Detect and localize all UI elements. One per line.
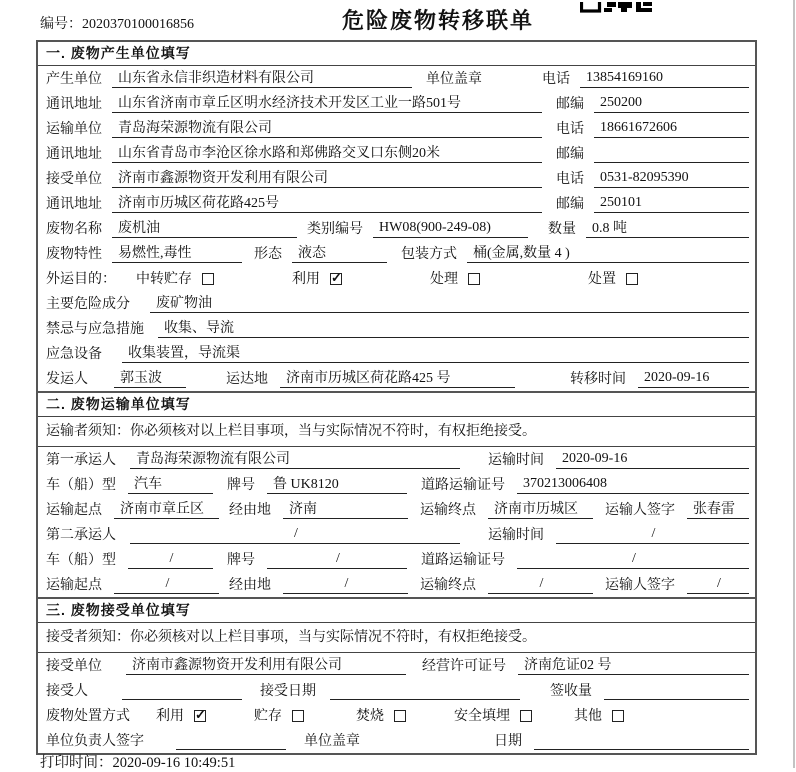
- row-producer-unit: [38, 66, 755, 91]
- origin-1-label: 运输起点: [46, 503, 102, 518]
- road-permit-1-value: 370213006408: [517, 476, 749, 494]
- row-producer-address: [38, 91, 755, 116]
- vehicle-type-1-label: 车（船）型: [46, 478, 116, 493]
- waste-property-label: 废物特性: [46, 247, 102, 262]
- row-route-2: [38, 572, 755, 597]
- plate-no-1-label: 牌号: [227, 478, 255, 493]
- disposal-burn-label: 焚烧: [356, 709, 384, 724]
- destination-value: 济南市历城区荷花路425 号: [280, 367, 515, 388]
- emergency-equipment-label: 应急设备: [46, 347, 102, 362]
- quantity-label: 数量: [548, 222, 576, 237]
- purpose-treat-checkbox: [468, 273, 480, 285]
- producer-unit-label: 产生单位: [46, 72, 102, 87]
- transporter-notice: 运输者须知：你必须核对以上栏目事项，当与实际情况不符时，有权拒绝接受。: [38, 417, 755, 447]
- taboo-measures-value: 收集、导流: [158, 317, 749, 338]
- row-vehicle-1: [38, 472, 755, 497]
- row-main-hazard: [38, 291, 755, 316]
- receiver-seal-label: 单位盖章: [304, 734, 360, 749]
- section-transport: [38, 391, 755, 597]
- row-waste-name: [38, 216, 755, 241]
- manifest-table: [36, 40, 757, 755]
- road-permit-2-value: /: [517, 551, 749, 569]
- row-second-carrier: [38, 522, 755, 547]
- category-code-value: HW08(900-249-08): [373, 220, 528, 238]
- row-consignor: [38, 366, 755, 391]
- doc-number-label: 编号：: [40, 17, 82, 32]
- disposal-use-checkbox: [194, 710, 206, 722]
- producer-phone-label: 电话: [542, 72, 570, 87]
- unit-seal-label: 单位盖章: [426, 72, 482, 87]
- row-receiver-address: [38, 191, 755, 216]
- receiver-person-label: 接受人: [46, 684, 88, 699]
- disposal-other-label: 其他: [574, 709, 602, 724]
- section-transport-header: 二. 废物运输单位填写: [38, 393, 755, 417]
- purpose-dispose-label: 处置: [588, 272, 616, 287]
- origin-2-value: /: [114, 576, 219, 594]
- section-receiver-header: 三. 废物接受单位填写: [38, 599, 755, 623]
- row-emergency-equipment: [38, 341, 755, 366]
- transfer-date-label: 转移时间: [570, 372, 626, 387]
- waste-property-value: 易燃性,毒性: [112, 242, 242, 263]
- receiver-zip-value: 250101: [594, 195, 749, 213]
- disposal-burn-checkbox: [394, 710, 406, 722]
- carrier-sign-1-value: 张春雷: [687, 498, 749, 519]
- vehicle-type-2-label: 车（船）型: [46, 553, 116, 568]
- receiver-unit-value: 济南市鑫源物资开发利用有限公司: [112, 167, 542, 188]
- license-no-value: 济南危证02 号: [518, 654, 749, 675]
- vehicle-type-2-value: /: [128, 551, 213, 569]
- receiver-zip-label: 邮编: [556, 197, 584, 212]
- row-vehicle-2: [38, 547, 755, 572]
- section-producer: [38, 42, 755, 391]
- road-permit-1-label: 道路运输证号: [421, 478, 505, 493]
- row-receiver-person: [38, 678, 755, 703]
- plate-no-2-value: /: [267, 551, 407, 569]
- print-time-label: 打印时间：: [40, 755, 113, 771]
- receiver-person-value: [122, 682, 242, 700]
- row-receiver-unit: [38, 166, 755, 191]
- transport-address-label: 通讯地址: [46, 147, 102, 162]
- transport-phone-value: 18661672606: [594, 120, 749, 138]
- sign-date-value: [534, 732, 749, 750]
- manager-sign-label: 单位负责人签字: [46, 734, 144, 749]
- section-producer-header: 一. 废物产生单位填写: [38, 42, 755, 66]
- row-disposal-method: [38, 703, 755, 728]
- manager-sign-value: [176, 732, 286, 750]
- terminal-1-label: 运输终点: [420, 503, 476, 518]
- purpose-treat-label: 处理: [430, 272, 458, 287]
- disposal-landfill-label: 安全填埋: [454, 709, 510, 724]
- terminal-2-value: /: [488, 576, 593, 594]
- purpose-use-checkbox: [330, 273, 342, 285]
- category-code-label: 类别编号: [307, 222, 363, 237]
- producer-unit-value: 山东省永信非织造材料有限公司: [112, 67, 412, 88]
- disposal-use-label: 利用: [156, 709, 184, 724]
- qr-code-partial-icon: [580, 0, 652, 18]
- second-carrier-value: /: [130, 526, 460, 544]
- transport-unit-value: 青岛海荣源物流有限公司: [112, 117, 542, 138]
- transfer-purpose-label: 外运目的：: [46, 272, 116, 287]
- doc-number: [40, 13, 194, 33]
- main-hazard-value: 废矿物油: [150, 292, 749, 313]
- destination-label: 运达地: [226, 372, 268, 387]
- plate-no-2-label: 牌号: [227, 553, 255, 568]
- packing-method-value: 桶(金属,数量 4 ): [467, 242, 749, 263]
- transport-unit-label: 运输单位: [46, 122, 102, 137]
- vehicle-type-1-value: 汽车: [128, 473, 213, 494]
- transport-zip-value: [594, 145, 749, 163]
- section-receiver: [38, 597, 755, 753]
- print-time: [40, 751, 235, 772]
- first-carrier-value: 青岛海荣源物流有限公司: [130, 448, 460, 469]
- producer-zip-label: 邮编: [556, 97, 584, 112]
- received-qty-label: 签收量: [550, 684, 592, 699]
- disposal-store-checkbox: [292, 710, 304, 722]
- consignor-value: 郭玉波: [114, 367, 186, 388]
- purpose-transit-checkbox: [202, 273, 214, 285]
- receiver-address-label: 通讯地址: [46, 197, 102, 212]
- row-transfer-purpose: [38, 266, 755, 291]
- transfer-date-value: 2020-09-16: [638, 370, 749, 388]
- quantity-value: 0.8 吨: [586, 217, 749, 238]
- receiver-phone-label: 电话: [556, 172, 584, 187]
- carrier-sign-2-value: /: [687, 576, 749, 594]
- transport-phone-label: 电话: [556, 122, 584, 137]
- row-route-1: [38, 497, 755, 522]
- receive-date-label: 接受日期: [260, 684, 316, 699]
- received-qty-value: [604, 682, 749, 700]
- page-edge-divider: [793, 0, 795, 768]
- receive-unit-value: 济南市鑫源物资开发利用有限公司: [126, 654, 406, 675]
- waste-name-label: 废物名称: [46, 222, 102, 237]
- receiver-notice: 接受者须知：你必须核对以上栏目事项，当与实际情况不符时，有权拒绝接受。: [38, 623, 755, 653]
- row-receive-unit: [38, 653, 755, 678]
- row-first-carrier: [38, 447, 755, 472]
- second-carrier-label: 第二承运人: [46, 528, 116, 543]
- producer-phone-value: 13854169160: [580, 70, 749, 88]
- origin-1-value: 济南市章丘区: [114, 498, 219, 519]
- carrier-sign-2-label: 运输人签字: [605, 578, 675, 593]
- taboo-measures-label: 禁忌与应急措施: [46, 322, 144, 337]
- emergency-equipment-value: 收集装置，导流渠: [122, 342, 749, 363]
- producer-zip-value: 250200: [594, 95, 749, 113]
- disposal-store-label: 贮存: [254, 709, 282, 724]
- disposal-method-label: 废物处置方式: [46, 709, 130, 724]
- receiver-phone-value: 0531-82095390: [594, 170, 749, 188]
- transport-date-1-value: 2020-09-16: [556, 451, 749, 469]
- row-taboo-measures: [38, 316, 755, 341]
- first-carrier-label: 第一承运人: [46, 453, 116, 468]
- doc-number-value: 2020370100016856: [82, 17, 194, 32]
- transport-date-2-label: 运输时间: [488, 528, 544, 543]
- sign-date-label: 日期: [494, 734, 522, 749]
- transport-date-2-value: /: [556, 526, 749, 544]
- purpose-use-label: 利用: [292, 272, 320, 287]
- form-state-value: 液态: [292, 242, 387, 263]
- page-title: 危险废物转移联单: [341, 8, 535, 33]
- transport-zip-label: 邮编: [556, 147, 584, 162]
- print-time-value: 2020-09-16 10:49:51: [112, 755, 236, 771]
- receive-date-value: [330, 682, 520, 700]
- purpose-transit-label: 中转贮存: [136, 272, 192, 287]
- transport-address-value: 山东省青岛市李沧区徐水路和郑佛路交叉口东侧20米: [112, 142, 542, 163]
- receive-unit-label: 接受单位: [46, 659, 102, 674]
- terminal-1-value: 济南市历城区: [488, 498, 593, 519]
- plate-no-1-value: 鲁 UK8120: [267, 473, 407, 494]
- consignor-label: 发运人: [46, 372, 88, 387]
- waste-name-value: 废机油: [112, 217, 297, 238]
- license-no-label: 经营许可证号: [422, 659, 506, 674]
- transport-date-1-label: 运输时间: [488, 453, 544, 468]
- carrier-sign-1-label: 运输人签字: [605, 503, 675, 518]
- via-1-label: 经由地: [229, 503, 271, 518]
- row-transport-unit: [38, 116, 755, 141]
- main-hazard-label: 主要危险成分: [46, 297, 130, 312]
- origin-2-label: 运输起点: [46, 578, 102, 593]
- via-2-label: 经由地: [229, 578, 271, 593]
- row-manager-sign: [38, 728, 755, 753]
- terminal-2-label: 运输终点: [420, 578, 476, 593]
- via-1-value: 济南: [283, 498, 408, 519]
- producer-address-label: 通讯地址: [46, 97, 102, 112]
- producer-address-value: 山东省济南市章丘区明水经济技术开发区工业一路501号: [112, 92, 542, 113]
- road-permit-2-label: 道路运输证号: [421, 553, 505, 568]
- packing-method-label: 包装方式: [401, 247, 457, 262]
- row-transport-address: [38, 141, 755, 166]
- disposal-landfill-checkbox: [520, 710, 532, 722]
- disposal-other-checkbox: [612, 710, 624, 722]
- via-2-value: /: [283, 576, 408, 594]
- row-waste-property: [38, 241, 755, 266]
- form-state-label: 形态: [254, 247, 282, 262]
- purpose-dispose-checkbox: [626, 273, 638, 285]
- receiver-unit-label: 接受单位: [46, 172, 102, 187]
- receiver-address-value: 济南市历城区荷花路425号: [112, 192, 542, 213]
